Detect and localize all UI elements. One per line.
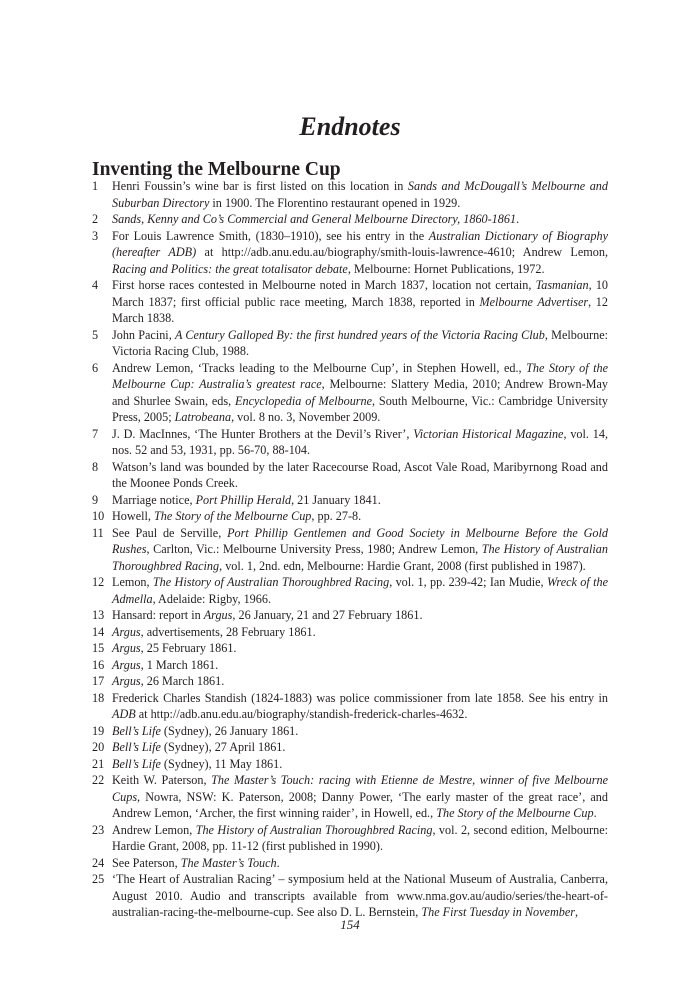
endnote-italic-segment: Sands, Kenny and Co’s Commercial and General Melbourne Directory, 1860-1861 bbox=[112, 212, 517, 226]
endnote-segment: Nowra, NSW: K. Paterson, 2008; Danny Power, ‘The early master of the great race’, and Andrew Lemon, ‘Archer, the first winning raider’, in Howell, ed., bbox=[112, 789, 608, 820]
endnote-italic-segment: A Century Galloped By: the first hundred years of the Victoria Racing Club, bbox=[174, 327, 548, 342]
endnote-segment: at http://adb.anu.edu.au/biography/smith-louis-lawrence-4610; Andrew Lemon, bbox=[196, 245, 608, 259]
section-heading: Inventing the Melbourne Cup bbox=[92, 159, 341, 180]
endnote-segment: , 26 March 1861. bbox=[140, 674, 225, 688]
page-title: Endnotes bbox=[299, 112, 401, 141]
endnote-text bbox=[112, 493, 381, 507]
endnote-segment: , Melbourne: Slattery Media, 2010; Andrew Brown-May and Shurlee Swain, eds, bbox=[112, 377, 608, 408]
endnote-segment: Frederick Charles Standish (1824-1883) was police commissioner from late 1858. See his entry in bbox=[112, 690, 608, 705]
endnote-segment: . bbox=[516, 212, 520, 226]
endnote-segment: Lemon, bbox=[112, 575, 153, 589]
endnote-item bbox=[92, 508, 608, 525]
endnote-item bbox=[92, 327, 608, 360]
endnote-text bbox=[112, 691, 608, 722]
endnote-segment: in 1900. The Florentino restaurant opened in 1929. bbox=[209, 195, 461, 210]
endnote-segment: , 10 March 1837; first official public race meeting, March 1838, reported in bbox=[112, 278, 609, 309]
endnote-italic-segment: The Master’s Touch: racing with Etienne de Mestre, winner of five Melbourne Cups, bbox=[112, 773, 608, 804]
endnote-segment: , Melbourne: Hornet Publications, 1972. bbox=[347, 261, 545, 276]
endnote-italic-segment: Argus bbox=[112, 641, 141, 655]
endnote-italic-segment: Port Phillip Herald bbox=[195, 492, 292, 507]
endnote-number: 19 bbox=[92, 723, 105, 738]
endnote-text bbox=[112, 674, 224, 688]
endnote-text bbox=[112, 361, 608, 425]
endnote-number: 13 bbox=[92, 608, 105, 622]
endnote-segment: Hansard: report in bbox=[112, 608, 204, 622]
endnote-segment: at http://adb.anu.edu.au/biography/standish-frederick-charles-4632. bbox=[135, 707, 468, 721]
endnote-segment: , 12 March 1838. bbox=[112, 294, 608, 325]
endnote-italic-segment: Latrobeana bbox=[174, 410, 232, 424]
endnote-text bbox=[112, 328, 608, 359]
endnote-text bbox=[112, 526, 608, 573]
endnote-text bbox=[112, 757, 282, 771]
endnote-item bbox=[92, 574, 608, 607]
endnote-segment: Watson’s land was bounded by the later Racecourse Road, Ascot Vale Road, Maribyrnong Road and the Moonee Ponds Creek. bbox=[112, 459, 608, 490]
endnote-item bbox=[92, 739, 608, 756]
endnote-number: 12 bbox=[92, 575, 105, 589]
endnote-item bbox=[92, 690, 608, 723]
endnote-italic-segment: Racing and Politics: the great totalisator debate bbox=[112, 261, 348, 276]
endnote-segment: , vol. 1, 2nd. edn, Melbourne: Hardie Grant, 2008 (first published in 1987). bbox=[219, 558, 586, 573]
endnote-item bbox=[92, 822, 608, 855]
endnote-number: 5 bbox=[92, 327, 99, 342]
endnote-italic-segment: Bell’s Life bbox=[112, 740, 161, 754]
endnote-item bbox=[92, 756, 608, 773]
endnote-number: 15 bbox=[92, 641, 105, 655]
endnote-segment: , Adelaide: Rigby, 1966. bbox=[152, 591, 271, 606]
endnote-italic-segment: Argus bbox=[112, 624, 141, 639]
endnote-number: 1 bbox=[92, 179, 99, 193]
endnote-text bbox=[112, 823, 608, 854]
endnote-segment: , vol. 8 no. 3, November 2009. bbox=[231, 410, 381, 424]
endnote-text bbox=[112, 856, 280, 870]
endnote-text bbox=[112, 872, 608, 919]
endnote-text bbox=[112, 724, 298, 738]
endnote-italic-segment: ADB bbox=[112, 707, 136, 721]
endnote-segment: See Paterson, bbox=[112, 855, 181, 870]
endnote-item bbox=[92, 640, 608, 657]
endnote-number: 21 bbox=[92, 756, 105, 771]
endnote-item bbox=[92, 360, 608, 426]
endnote-number: 18 bbox=[92, 690, 105, 705]
endnote-text bbox=[112, 625, 316, 639]
endnote-item bbox=[92, 211, 608, 228]
endnote-text bbox=[112, 608, 423, 622]
endnote-segment: ‘The Heart of Australian Racing’ – symposium held at the National Museum of Australia, Canberra, August 2010. Audio and transcripts available from www.nma.gov.au/audio/series/the-heart-of-australian-racing-the-melbourne-cup. See also D. L. Bernstein, bbox=[112, 872, 608, 919]
endnote-number: 25 bbox=[92, 872, 105, 886]
endnote-segment: , vol. 14, nos. 52 and 53, 1931, pp. 56-70, 88-104. bbox=[112, 426, 608, 457]
endnote-italic-segment: Argus bbox=[112, 674, 141, 688]
endnote-number: 22 bbox=[92, 773, 105, 787]
endnote-segment: , 26 January, 21 and 27 February 1861. bbox=[232, 608, 423, 622]
endnote-item bbox=[92, 492, 608, 509]
endnote-item bbox=[92, 277, 608, 327]
endnote-number: 11 bbox=[92, 525, 104, 540]
endnote-number: 2 bbox=[92, 212, 99, 226]
endnote-italic-segment: Australian Dictionary of Biography (hereafter ADB) bbox=[112, 228, 608, 259]
endnote-number: 6 bbox=[92, 360, 99, 375]
endnote-text bbox=[112, 641, 236, 655]
endnote-italic-segment: Bell’s Life bbox=[112, 723, 161, 738]
endnote-number: 8 bbox=[92, 459, 99, 474]
endnote-text bbox=[112, 179, 608, 210]
endnote-italic-segment: Port Phillip Gentlemen and Good Society in Melbourne Before the Gold Rushes bbox=[112, 525, 608, 556]
endnote-text bbox=[112, 427, 608, 458]
endnote-item bbox=[92, 228, 608, 278]
endnotes-list bbox=[92, 178, 608, 921]
endnote-item bbox=[92, 607, 608, 624]
endnote-number: 20 bbox=[92, 740, 105, 754]
endnote-number: 16 bbox=[92, 657, 105, 672]
endnote-segment: (Sydney), 27 April 1861. bbox=[160, 740, 286, 754]
endnote-segment: . bbox=[276, 855, 280, 870]
endnote-italic-segment: Argus bbox=[203, 608, 233, 622]
endnote-text bbox=[112, 278, 608, 325]
page-number: 154 bbox=[340, 917, 360, 932]
endnote-segment: First horse races contested in Melbourne noted in March 1837, location not certain, bbox=[112, 278, 536, 292]
endnote-italic-segment: Melbourne Advertiser bbox=[479, 294, 589, 309]
endnote-item bbox=[92, 657, 608, 674]
endnote-item bbox=[92, 855, 608, 872]
endnote-number: 24 bbox=[92, 855, 105, 870]
endnote-segment: , bbox=[575, 905, 579, 919]
endnote-segment: J. D. MacInnes, ‘The Hunter Brothers at the Devil’s River’, bbox=[112, 426, 414, 441]
endnote-segment: , pp. 27-8. bbox=[311, 509, 362, 523]
endnote-segment: Andrew Lemon, bbox=[112, 822, 196, 837]
endnote-item bbox=[92, 673, 608, 690]
endnote-item bbox=[92, 723, 608, 740]
endnote-item bbox=[92, 426, 608, 459]
endnote-segment: (Sydney), 11 May 1861. bbox=[160, 756, 283, 771]
endnote-segment: , vol. 1, pp. 239-42; Ian Mudie, bbox=[389, 575, 547, 589]
endnote-segment: Howell, bbox=[112, 509, 154, 523]
endnote-italic-segment: The Story of the Melbourne Cup bbox=[436, 806, 594, 820]
endnote-italic-segment: The History of Australian Thoroughbred Racing bbox=[195, 822, 433, 837]
endnote-segment: , vol. 2, second edition, Melbourne: Hardie Grant, 2008, pp. 11-12 (first published in 1990). bbox=[112, 822, 608, 853]
endnote-number: 17 bbox=[92, 674, 105, 688]
endnote-italic-segment: The First Tuesday in November bbox=[421, 905, 576, 919]
endnote-segment: For Louis Lawrence Smith, (1830–1910), see his entry in the bbox=[112, 228, 429, 243]
endnote-segment: Marriage notice, bbox=[112, 492, 196, 507]
endnote-italic-segment: The History of Australian Thoroughbred Racing bbox=[112, 542, 608, 573]
endnote-number: 23 bbox=[92, 822, 105, 837]
endnote-text bbox=[112, 575, 608, 606]
endnote-segment: Keith W. Paterson, bbox=[112, 773, 212, 787]
endnote-segment: , 25 February 1861. bbox=[140, 641, 237, 655]
endnote-text bbox=[112, 509, 361, 523]
endnote-number: 9 bbox=[92, 492, 99, 507]
endnote-number: 7 bbox=[92, 426, 99, 441]
endnote-segment: , South Melbourne, Vic.: Cambridge University Press, 2005; bbox=[112, 393, 608, 424]
endnote-italic-segment: Argus bbox=[112, 657, 141, 672]
endnote-number: 3 bbox=[92, 228, 99, 243]
endnote-text bbox=[112, 212, 519, 226]
endnote-number: 14 bbox=[92, 624, 105, 639]
endnote-italic-segment: The History of Australian Thoroughbred Racing bbox=[152, 575, 390, 589]
endnote-italic-segment: The Master’s Touch bbox=[180, 855, 277, 870]
endnote-segment: , Carlton, Vic.: Melbourne University Press, 1980; Andrew Lemon, bbox=[146, 542, 482, 556]
endnote-item bbox=[92, 178, 608, 211]
endnote-italic-segment: The Story of the Melbourne Cup: Australia’s greatest race bbox=[112, 360, 608, 391]
endnote-italic-segment: The Story of the Melbourne Cup bbox=[153, 509, 312, 523]
endnote-segment: See Paul de Serville, bbox=[112, 525, 228, 540]
endnote-number: 10 bbox=[92, 509, 105, 523]
endnote-item bbox=[92, 459, 608, 492]
endnote-item bbox=[92, 871, 608, 921]
endnote-segment: Henri Foussin’s wine bar is first listed on this location in bbox=[112, 179, 408, 193]
endnote-italic-segment: Tasmanian bbox=[535, 278, 589, 292]
endnote-text bbox=[112, 229, 608, 276]
endnote-item bbox=[92, 772, 608, 822]
endnote-italic-segment: Sands and McDougall’s Melbourne and Suburban Directory bbox=[112, 179, 608, 210]
endnote-item bbox=[92, 624, 608, 641]
endnote-text bbox=[112, 740, 285, 754]
endnote-segment: (Sydney), 26 January 1861. bbox=[160, 723, 299, 738]
endnote-italic-segment: Bell’s Life bbox=[112, 756, 161, 771]
endnote-text bbox=[112, 460, 608, 491]
endnote-segment: Andrew Lemon, ‘Tracks leading to the Melbourne Cup’, in Stephen Howell, ed., bbox=[112, 360, 527, 375]
endnote-segment: Melbourne: Victoria Racing Club, 1988. bbox=[112, 327, 608, 358]
endnote-number: 4 bbox=[92, 278, 99, 292]
endnote-italic-segment: Victorian Historical Magazine bbox=[413, 426, 564, 441]
endnote-segment: , advertisements, 28 February 1861. bbox=[140, 624, 316, 639]
endnote-segment: John Pacini, bbox=[112, 327, 175, 342]
endnote-italic-segment: Encyclopedia of Melbourne bbox=[235, 393, 373, 408]
endnote-segment: . bbox=[593, 806, 597, 820]
endnote-italic-segment: Wreck of the Admella bbox=[112, 575, 608, 606]
endnote-segment: , 21 January 1841. bbox=[291, 492, 381, 507]
endnote-item bbox=[92, 525, 608, 575]
endnote-text bbox=[112, 658, 218, 672]
endnote-text bbox=[112, 773, 608, 820]
endnote-segment: , 1 March 1861. bbox=[140, 657, 219, 672]
